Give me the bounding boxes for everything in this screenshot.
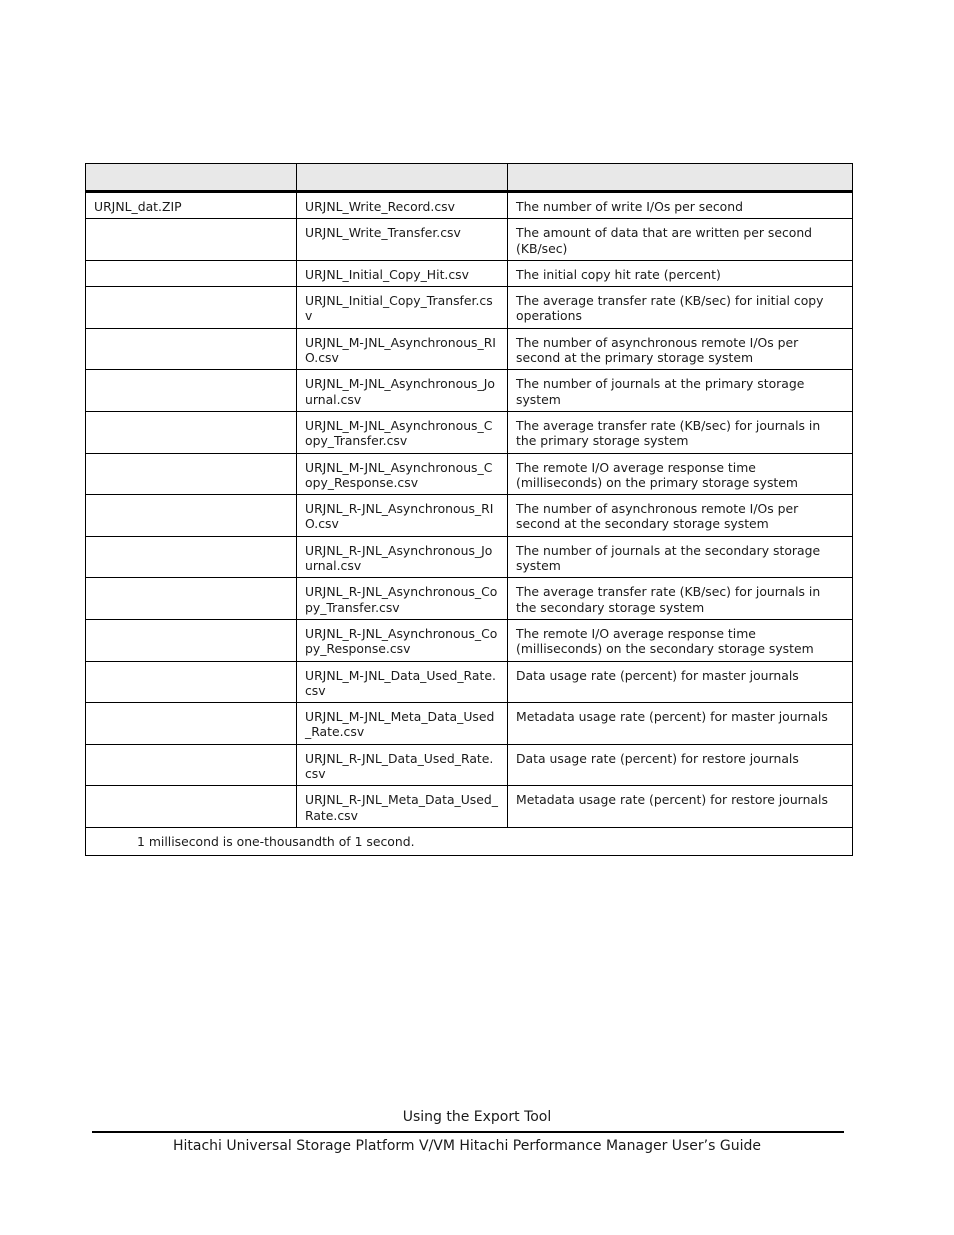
description-cell: The average transfer rate (KB/sec) for initial copy operations [508, 287, 853, 329]
description-cell: Data usage rate (percent) for master journals [508, 661, 853, 703]
csv-file-cell: URJNL_Write_Record.csv [297, 192, 508, 219]
footer-guide-title: Hitachi Universal Storage Platform V/VM Hitachi Performance Manager User’s Guide [173, 1138, 761, 1154]
description-cell: The number of journals at the secondary storage system [508, 536, 853, 578]
csv-file-cell: URJNL_R-JNL_Asynchronous_RIO.csv [297, 495, 508, 537]
table-row [86, 495, 853, 537]
table-footnote: 1 millisecond is one-thousandth of 1 second. [86, 827, 853, 855]
table-row [86, 192, 853, 219]
csv-file-cell: URJNL_Initial_Copy_Transfer.csv [297, 287, 508, 329]
description-cell: Metadata usage rate (percent) for restore journals [508, 786, 853, 828]
csv-file-cell: URJNL_R-JNL_Asynchronous_Copy_Response.csv [297, 619, 508, 661]
zip-file-cell [86, 287, 297, 329]
table-row [86, 536, 853, 578]
description-cell: The remote I/O average response time (milliseconds) on the primary storage system [508, 453, 853, 495]
description-cell: The number of asynchronous remote I/Os per second at the secondary storage system [508, 495, 853, 537]
csv-file-cell: URJNL_M-JNL_Asynchronous_Journal.csv [297, 370, 508, 412]
table-row [86, 453, 853, 495]
zip-file-cell [86, 703, 297, 745]
csv-file-cell: URJNL_M-JNL_Meta_Data_Used_Rate.csv [297, 703, 508, 745]
csv-file-cell: URJNL_R-JNL_Meta_Data_Used_Rate.csv [297, 786, 508, 828]
zip-file-cell [86, 619, 297, 661]
footer-divider [92, 1131, 844, 1133]
description-cell: Metadata usage rate (percent) for master journals [508, 703, 853, 745]
zip-file-cell [86, 370, 297, 412]
zip-file-cell: URJNL_dat.ZIP [86, 192, 297, 219]
table-row [86, 370, 853, 412]
zip-file-cell [86, 661, 297, 703]
table-row [86, 661, 853, 703]
description-cell: The number of write I/Os per second [508, 192, 853, 219]
footer-section-title: Using the Export Tool [402, 1109, 552, 1125]
header-description [508, 164, 853, 192]
csv-file-cell: URJNL_Initial_Copy_Hit.csv [297, 260, 508, 286]
zip-file-cell [86, 219, 297, 261]
description-cell: The average transfer rate (KB/sec) for journals in the secondary storage system [508, 578, 853, 620]
zip-file-cell [86, 453, 297, 495]
description-cell: Data usage rate (percent) for restore journals [508, 744, 853, 786]
zip-file-cell [86, 495, 297, 537]
zip-file-cell [86, 260, 297, 286]
description-cell: The average transfer rate (KB/sec) for journals in the primary storage system [508, 411, 853, 453]
csv-file-cell: URJNL_Write_Transfer.csv [297, 219, 508, 261]
zip-file-cell [86, 578, 297, 620]
description-cell: The initial copy hit rate (percent) [508, 260, 853, 286]
zip-file-cell [86, 786, 297, 828]
description-cell: The number of asynchronous remote I/Os per second at the primary storage system [508, 328, 853, 370]
table-row [86, 703, 853, 745]
csv-file-cell: URJNL_R-JNL_Asynchronous_Journal.csv [297, 536, 508, 578]
export-files-table [85, 163, 853, 856]
table-row [86, 578, 853, 620]
zip-file-cell [86, 744, 297, 786]
csv-file-cell: URJNL_M-JNL_Asynchronous_RIO.csv [297, 328, 508, 370]
zip-file-cell [86, 411, 297, 453]
table-header-row [86, 164, 853, 192]
csv-file-cell: URJNL_R-JNL_Asynchronous_Copy_Transfer.csv [297, 578, 508, 620]
table-row [86, 744, 853, 786]
table-row [86, 786, 853, 828]
csv-file-cell: URJNL_M-JNL_Asynchronous_Copy_Response.csv [297, 453, 508, 495]
zip-file-cell [86, 328, 297, 370]
description-cell: The number of journals at the primary storage system [508, 370, 853, 412]
table-row [86, 328, 853, 370]
header-zip-file [86, 164, 297, 192]
table-row [86, 619, 853, 661]
table-row [86, 219, 853, 261]
csv-file-cell: URJNL_R-JNL_Data_Used_Rate.csv [297, 744, 508, 786]
csv-file-cell: URJNL_M-JNL_Data_Used_Rate.csv [297, 661, 508, 703]
zip-file-cell [86, 536, 297, 578]
table-row [86, 287, 853, 329]
description-cell: The amount of data that are written per second (KB/sec) [508, 219, 853, 261]
table-row [86, 260, 853, 286]
table-footnote-row [86, 827, 853, 855]
description-cell: The remote I/O average response time (milliseconds) on the secondary storage system [508, 619, 853, 661]
table-row [86, 411, 853, 453]
csv-file-cell: URJNL_M-JNL_Asynchronous_Copy_Transfer.csv [297, 411, 508, 453]
header-csv-file [297, 164, 508, 192]
table-body [86, 192, 853, 856]
